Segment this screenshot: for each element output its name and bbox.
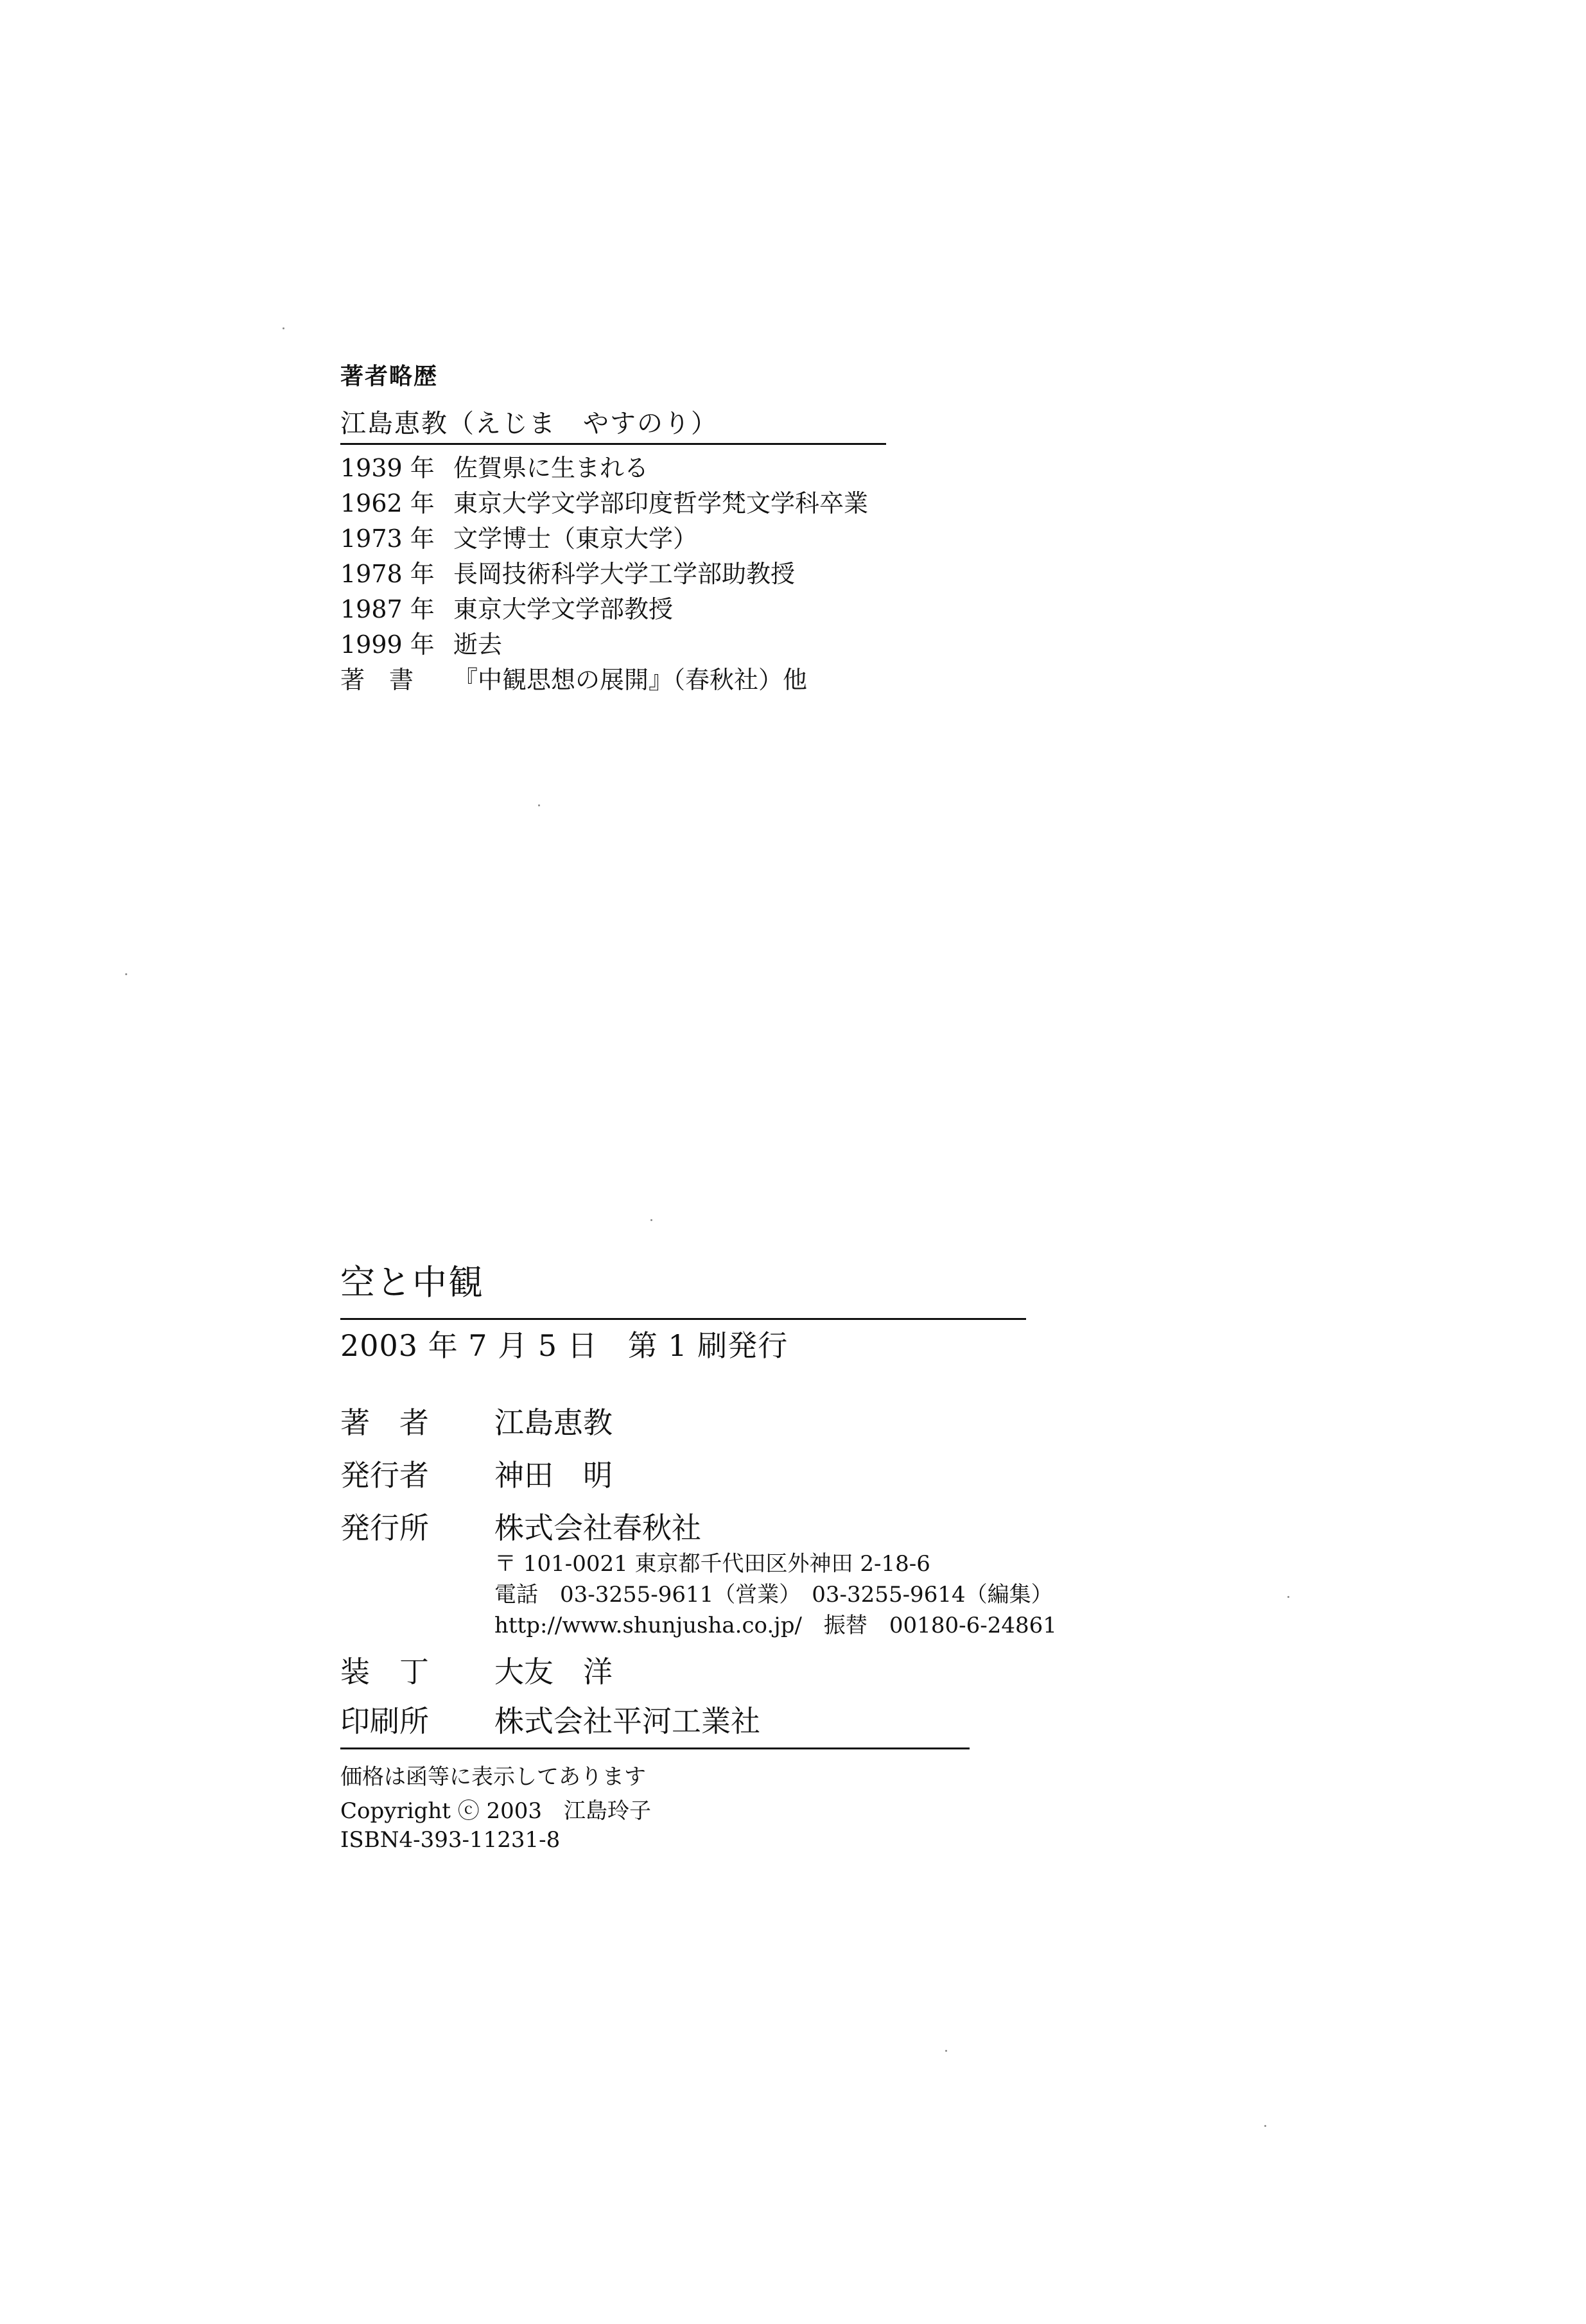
scan-speck	[125, 973, 127, 975]
footer-divider	[340, 1747, 970, 1749]
isbn: ISBN4-393-11231-8	[340, 1827, 561, 1853]
author-label: 著 者	[340, 1405, 429, 1440]
scan-speck	[1264, 2125, 1266, 2127]
bio-entry-text: 逝去	[453, 630, 503, 659]
bio-divider	[340, 443, 886, 445]
publisher-label: 発行所	[340, 1511, 429, 1545]
bio-entry-text: 文学博士（東京大学）	[453, 525, 698, 553]
bio-entry-text: 東京大学文学部印度哲学梵文学科卒業	[453, 489, 869, 517]
design-value: 大友 洋	[494, 1654, 613, 1689]
publisher-person-label: 発行者	[340, 1458, 429, 1493]
publisher-phone: 電話 03-3255-9611（営業） 03-3255-9614（編集）	[494, 1582, 1053, 1608]
bio-entry-year: 1973 年	[340, 525, 435, 553]
bio-entry-text: 『中観思想の展開』（春秋社）他	[453, 666, 808, 694]
design-row	[340, 1649, 613, 1691]
bio-entry	[340, 557, 795, 591]
price-note: 価格は函等に表示してあります	[340, 1764, 646, 1790]
copyright: Copyright ⓒ 2003 江島玲子	[340, 1798, 652, 1824]
scan-speck	[1287, 1596, 1289, 1598]
bio-entry-year: 1987 年	[340, 595, 435, 623]
bio-entry-year: 著 書	[340, 666, 414, 694]
bio-entry-year: 1999 年	[340, 630, 435, 659]
author-row	[340, 1400, 613, 1442]
publication-date: 2003 年 7 月 5 日 第 1 刷発行	[340, 1328, 789, 1363]
scan-speck	[650, 1219, 652, 1221]
title-divider	[340, 1318, 1026, 1320]
author-name-reading: 江島恵教（えじま やすのり）	[340, 409, 718, 438]
scan-speck	[538, 804, 540, 806]
bio-entry-text: 佐賀県に生まれる	[453, 454, 649, 482]
bio-entry	[340, 521, 697, 556]
book-title: 空と中観	[340, 1262, 484, 1303]
publisher-person-row	[340, 1452, 613, 1495]
bio-entry-year: 1939 年	[340, 454, 435, 482]
bio-entry	[340, 627, 502, 662]
bio-entry	[340, 592, 673, 627]
bio-entry	[340, 486, 868, 521]
publisher-address: 〒 101-0021 東京都千代田区外神田 2-18-6	[494, 1551, 930, 1577]
bio-entry-text: 長岡技術科学大学工学部助教授	[453, 560, 796, 588]
bio-entry-text: 東京大学文学部教授	[453, 595, 674, 623]
publisher-value: 株式会社春秋社	[494, 1511, 701, 1545]
design-label: 装 丁	[340, 1654, 429, 1689]
scan-speck	[283, 327, 284, 329]
printer-label: 印刷所	[340, 1704, 429, 1739]
scan-speck	[945, 2050, 947, 2052]
bio-entry-year: 1978 年	[340, 560, 435, 588]
printer-value: 株式会社平河工業社	[494, 1704, 760, 1739]
printer-row	[340, 1698, 760, 1740]
bio-entry	[340, 663, 807, 697]
publisher-web: http://www.shunjusha.co.jp/ 振替 00180-6-24861	[494, 1613, 1057, 1638]
bio-entry	[340, 451, 649, 485]
publisher-row	[340, 1505, 701, 1547]
bio-heading: 著者略歴	[340, 363, 439, 390]
bio-entry-year: 1962 年	[340, 489, 435, 517]
author-value: 江島恵教	[494, 1405, 613, 1440]
publisher-person-value: 神田 明	[494, 1458, 613, 1493]
